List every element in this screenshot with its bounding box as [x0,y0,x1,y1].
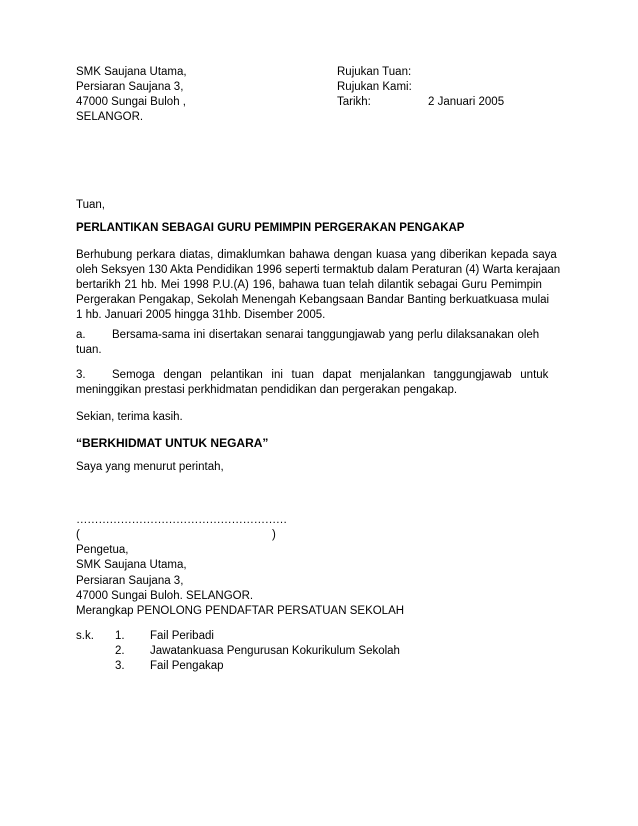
para3-line-2: meninggikan prestasi perkhidmatan pendidikan dan pergerakan pengakap. [76,384,458,396]
subject-heading: PERLANTIKAN SEBAGAI GURU PEMIMPIN PERGERAKAN PENGAKAP [76,222,465,234]
tarikh-label: Tarikh: [337,96,371,108]
para3-line-1: Semoga dengan pelantikan ini tuan dapat menjalankan tanggungjawab untuk [112,369,549,381]
para1-line-3: bertarikh 21 hb. Mei 1998 P.U.(A) 196, bahawa tuan telah dilantik sebagai Guru Pemimpin [76,279,542,291]
salutation: Tuan, [76,199,105,211]
sk-item-3-number: 3. [115,660,125,672]
sk-item-1-text: Fail Peribadi [150,630,214,642]
sk-label: s.k. [76,630,94,642]
sk-item-3-text: Fail Pengakap [150,660,224,672]
closing-text: Sekian, terima kasih. [76,411,183,423]
yang-menurut-text: Saya yang menurut perintah, [76,461,224,473]
para-a-marker: a. [76,329,86,341]
sender-line-3: 47000 Sungai Buloh , [76,96,186,108]
para1-line-5: 1 hb. Januari 2005 hingga 31hb. Disember 2005. [76,309,326,321]
signature-close-paren: ) [272,529,276,541]
para1-line-1: Berhubung perkara diatas, dimaklumkan bahawa dengan kuasa yang diberikan kepada saya [76,249,557,261]
signatory-school: SMK Saujana Utama, [76,559,187,571]
motto: “BERKHIDMAT UNTUK NEGARA” [76,436,269,450]
signatory-title: Pengetua, [76,544,129,556]
para-a-line-2: tuan. [76,344,102,356]
rujukan-kami-label: Rujukan Kami: [337,81,412,93]
para1-line-2: oleh Seksyen 130 Akta Pendidikan 1996 seperti termaktub dalam Peraturan (4) Warta kerajaan [76,264,561,276]
tarikh-value: 2 Januari 2005 [428,96,505,108]
para3-marker: 3. [76,369,86,381]
sender-line-2: Persiaran Saujana 3, [76,81,184,93]
sender-line-4: SELANGOR. [76,111,144,123]
signature-dotted-line: ………………………………………………… [76,514,287,526]
sk-item-1-number: 1. [115,630,125,642]
signatory-street: Persiaran Saujana 3, [76,575,184,587]
sender-line-1: SMK Saujana Utama, [76,66,187,78]
signatory-role: Merangkap PENOLONG PENDAFTAR PERSATUAN SEKOLAH [76,605,405,617]
para1-line-4: Pergerakan Pengakap, Sekolah Menengah Kebangsaan Bandar Banting berkuatkuasa mulai [76,294,550,306]
para-a-line-1: Bersama-sama ini disertakan senarai tanggungjawab yang perlu dilaksanakan oleh [112,329,540,341]
sk-item-2-text: Jawatankuasa Pengurusan Kokurikulum Sekolah [150,645,400,657]
rujukan-tuan-label: Rujukan Tuan: [337,66,412,78]
signatory-city: 47000 Sungai Buloh. SELANGOR. [76,590,254,602]
signature-open-paren: ( [76,529,80,541]
sk-item-2-number: 2. [115,645,125,657]
